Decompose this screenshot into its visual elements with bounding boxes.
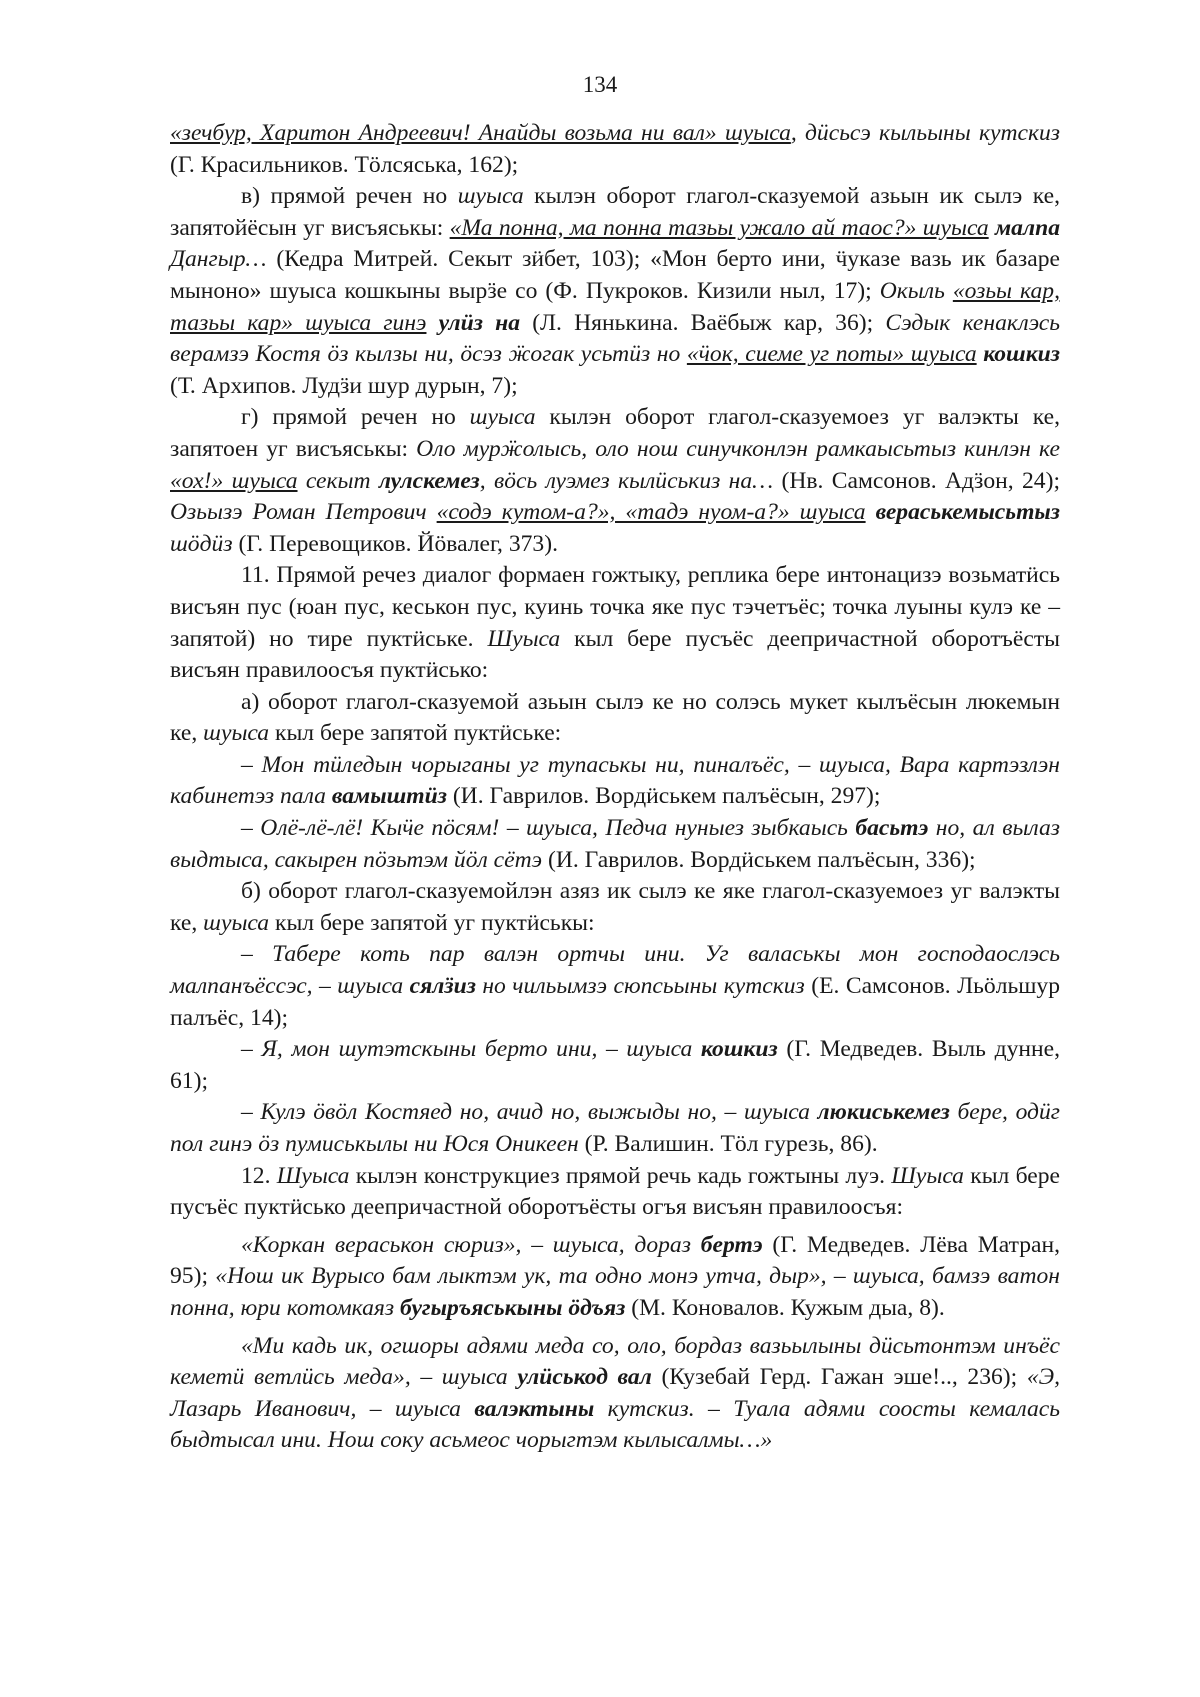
paragraph: – Кулэ ӧвӧл Костяед но, ачид но, выжыды но, – шуыса люкиськемез бере, одӥг пол гинэ ӧз пумиськылы ни Юся Оникеен (Р. Валишин. Тӧл гурезь, 86). [170, 1099, 1060, 1157]
text-body [170, 118, 1060, 1457]
paragraph: – Олё-лё-лё! Кыӵе пӧсям! – шуыса, Педча нуныез зыбкаысь басьтэ но, ал вылаз выдтыса, сакырен пӧзьтэм йӧл сётэ (И. Гаврилов. Вордӥськем палъёсын, 336); [170, 815, 1060, 873]
page-number: 134 [582, 72, 618, 97]
paragraph: «Коркан вераськон сюриз», – шуыса, дораз бертэ (Г. Медведев. Лёва Матран, 95); «Нош ик Вурысо бам лыктэм ук, та одно монэ утча, дыр», – шуыса, бамзэ ватон понна, юри котомкаяз бугыръяськыны ӧдъяз (М. Коновалов. Кужым дыа, 8). [170, 1231, 1060, 1321]
paragraph: а) оборот глагол-сказуемой азьын сылэ ке но солэсь мукет кылъёсын люкемын ке, шуыса кыл бере запятой пуктӥське: [170, 688, 1060, 747]
paragraph: в) прямой речен но шуыса кылэн оборот глагол-сказуемой азьын ик сылэ ке, запятойёсын уг висъяськы: «Ма понна, ма понна тазьы ужало ай таос?» шуыса малпа Дангыр… (Кедра Митрей. Секыт зӥбет, 103); «Мон берто ини, ӵуказе вазь ик базаре мыноно» шуыса кошкыны вырӟе со (Ф. Пукроков. Кизили ныл, 17); Окыль «озьы кар, тазьы кар» шуыса гинэ улӥз на (Л. Нянькина. Ваёбыж кар, 36); Сэдык кенаклэсь верамзэ Костя ӧз кылзы ни, ӧсэз ӝогак усьтӥз но «ӵок, сиеме уг поты» шуыса кошкиз (Т. Архипов. Лудӟи шур дурын, 7); [170, 183, 1061, 399]
paragraph: г) прямой речен но шуыса кылэн оборот глагол-сказуемоез уг валэкты ке, запятоен уг висъяськы: Оло мурӝолысь, оло нош синучконлэн рамкаысьтыз кинлэн ке «ох!» шуыса секыт лулскемез, вӧсь луэмез кылӥськиз на… (Нв. Самсонов. Адӟон, 24); Озьызэ Роман Петрович «содэ кутом-а?», «тадэ нуом-а?» шуыса вераськемысьтыз шӧдӥз (Г. Перевощиков. Йӧвалег, 373). [170, 404, 1060, 557]
paragraph: – Мон тӥледын чорыганы уг тупаськы ни, пиналъёс, – шуыса, Вара картэзлэн кабинетэз пала вамыштӥз (И. Гаврилов. Вордӥськем палъёсын, 297); [170, 751, 1060, 810]
paragraph: – Я, мон шутэтскыны берто ини, – шуыса кошкиз (Г. Медведев. Выль дунне, 61); [170, 1036, 1060, 1094]
paragraph: 11. Прямой речез диалог формаен гожтыку, реплика бере интонацизэ возьматӥсь висъян пус (юан пус, кеськон пус, куинь точка яке пус тэчетъёс; точка луыны кулэ ке – запятой) но тире пуктӥське. Шуыса кыл бере пусъёс деепричастной оборотъёсты висъян правилоосъя пуктӥсько: [170, 562, 1060, 684]
paragraph: – Табере коть пар валэн ортчы ини. Уг валаськы мон господаослэсь малпанъёссэс, – шуыса сялӟиз но чильымзэ сюпсьыны кутскиз (Е. Самсонов. Льӧльшур палъёс, 14); [170, 941, 1061, 1031]
paragraph: «зечбур, Харитон Андреевич! Анайды возьма ни вал» шуыса, дӥсьсэ кыльыны кутскиз (Г. Красильников. Тӧлсяська, 162); [170, 120, 1061, 178]
paragraph: б) оборот глагол-сказуемойлэн азяз ик сылэ ке яке глагол-сказуемоез уг валэкты ке, шуыса кыл бере запятой уг пуктӥськы: [170, 878, 1060, 936]
paragraph: 12. Шуыса кылэн конструкциез прямой речь кадь гожтыны луэ. Шуыса кыл бере пусъёс пуктӥсько деепричастной оборотъёсты огъя висъян правилоосъя: [170, 1162, 1061, 1221]
paragraph: «Ми кадь ик, огшоры адями меда со, оло, бордаз вазьылыны дӥсьтонтэм инъёс кеметӥ ветлӥсь меда», – шуыса улӥськод вал (Кузебай Герд. Гажан эше!.., 236); «Э, Лазарь Иванович, – шуыса валэктыны кутскиз. – Туала адями сооcты кемалась быдтысал ини. Нош соку асьмеос чорыгтэм кылысалмы…» [170, 1332, 1060, 1454]
